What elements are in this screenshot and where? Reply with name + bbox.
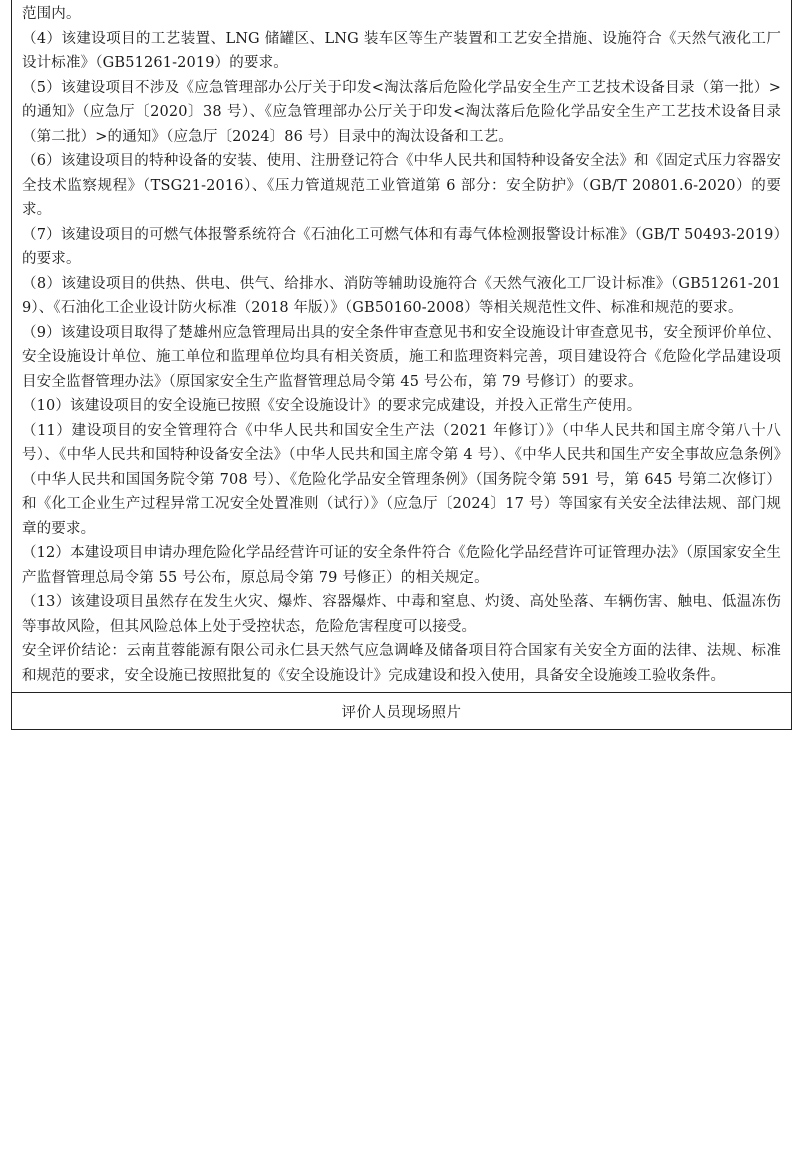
paragraph-item-8: （8）该建设项目的供热、供电、供气、给排水、消防等辅助设施符合《天然气液化工厂设计标准》（GB51261-2019）、《石油化工企业设计防火标准（2018 年版）》（GB50160-2008）等相关规范性文件、标准和规范的要求。	[22, 275, 781, 316]
conclusion-cell	[12, 0, 791, 692]
evaluation-conclusion: 安全评价结论：云南苴蓉能源有限公司永仁县天然气应急调峰及储备项目符合国家有关安全方面的法律、法规、标准和规范的要求，安全设施已按照批复的《安全设施设计》完成建设和投入使用，具备安全设施竣工验收条件。	[22, 643, 781, 684]
paragraph-continuation: 范围内。	[22, 6, 81, 22]
paragraph-item-10: （10）该建设项目的安全设施已按照《安全设施设计》的要求完成建设，并投入正常生产使用。	[22, 398, 642, 414]
paragraph-item-13: （13）该建设项目虽然存在发生火灾、爆炸、容器爆炸、中毒和窒息、灼烫、高处坠落、车辆伤害、触电、低温冻伤等事故风险，但其风险总体上处于受控状态，危险危害程度可以接受。	[22, 594, 781, 635]
paragraph-item-9: （9）该建设项目取得了楚雄州应急管理局出具的安全条件审查意见书和安全设施设计审查意见书，安全预评价单位、安全设施设计单位、施工单位和监理单位均具有相关资质，施工和监理资料完善，项目建设符合《危险化学品建设项目安全监督管理办法》（原国家安全生产监督管理总局令第 45 号公布，第 79 号修订）的要求。	[22, 324, 781, 390]
paragraph-item-4: （4）该建设项目的工艺装置、LNG 储罐区、LNG 装车区等生产装置和工艺安全措施、设施符合《天然气液化工厂设计标准》（GB51261-2019）的要求。	[22, 30, 781, 71]
paragraph-item-11: （11）建设项目的安全管理符合《中华人民共和国安全生产法（2021 年修订）》（中华人民共和国主席令第八十八号）、《中华人民共和国特种设备安全法》（中华人民共和国主席令第 4 号）、《中华人民共和国生产安全事故应急条例》（中华人民共和国国务院令第 708 号）、《危险化学品安全管理条例》（国务院令第 591 号，第 645 号第二次修订）和《化工企业生产过程异常工况安全处置准则（试行）》（应急厅〔2024〕17 号）等国家有关安全法律法规、部门规章的要求。	[22, 422, 781, 537]
paragraph-item-12: （12）本建设项目申请办理危险化学品经营许可证的安全条件符合《危险化学品经营许可证管理办法》（原国家安全生产监督管理总局令第 55 号公布，原总局令第 79 号修正）的相关规定。	[22, 545, 781, 586]
paragraph-item-6: （6）该建设项目的特种设备的安装、使用、注册登记符合《中华人民共和国特种设备安全法》和《固定式压力容器安全技术监察规程》（TSG21-2016）、《压力管道规范工业管道第 6 部分：安全防护》（GB/T 20801.6-2020）的要求。	[22, 153, 781, 218]
paragraph-item-5: （5）该建设项目不涉及《应急管理部办公厅关于印发<淘汰落后危险化学品安全生产工艺技术设备目录（第一批）>的通知》（应急厅〔2020〕38 号）、《应急管理部办公厅关于印发<淘汰落后危险化学品安全生产工艺技术设备目录（第二批）>的通知》（应急厅〔2024〕86 号）目录中的淘汰设备和工艺。	[22, 79, 781, 145]
photo-section-header: 评价人员现场照片	[12, 692, 791, 729]
document-table	[11, 0, 792, 730]
paragraph-item-7: （7）该建设项目的可燃气体报警系统符合《石油化工可燃气体和有毒气体检测报警设计标准》（GB/T 50493-2019）的要求。	[22, 226, 781, 267]
